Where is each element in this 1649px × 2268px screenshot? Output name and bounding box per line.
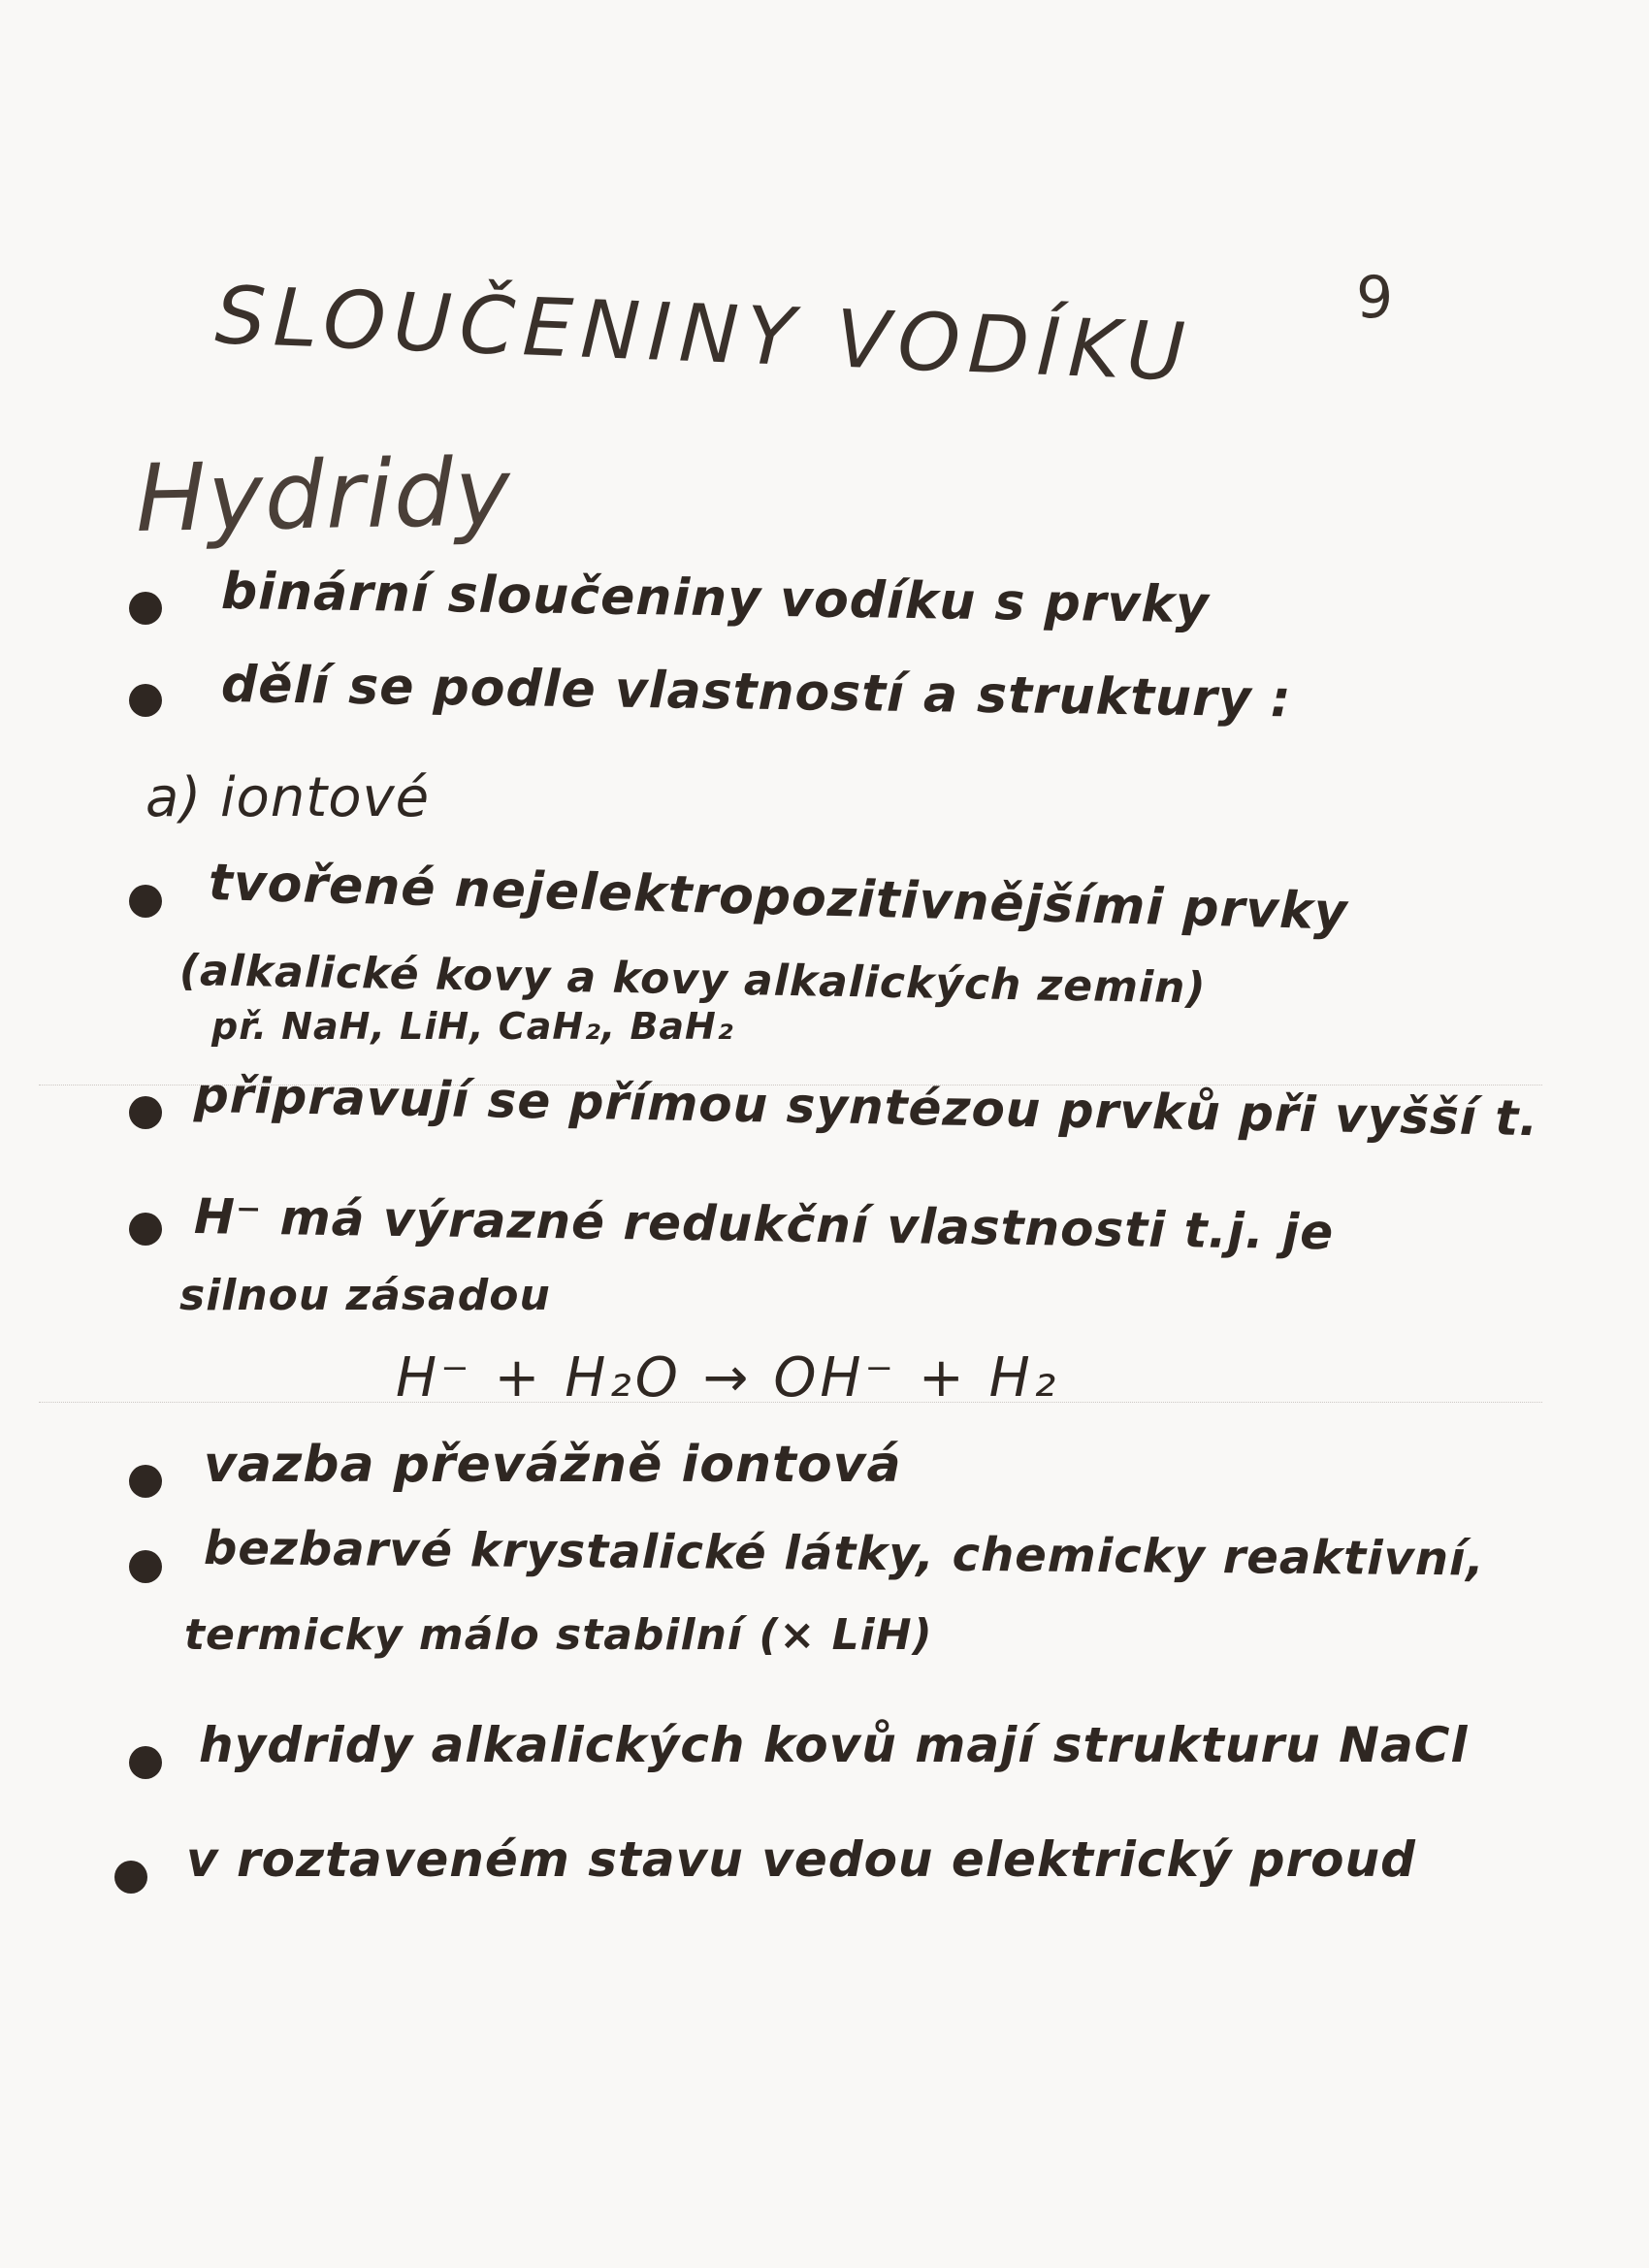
note-line: tvořené nejelektropozitivnějšími prvky [208,854,1349,942]
bullet-icon [129,592,162,625]
bullet-icon [114,1861,147,1894]
page-title: SLOUČENINY VODÍKU [213,270,1195,400]
note-line: dělí se podle vlastností a struktury : [220,656,1292,729]
bullet-icon [129,1213,162,1246]
page-number: 9 [1356,264,1395,332]
note-line: silnou zásadou [179,1271,551,1320]
note-line: binární sloučeniny vodíku s prvky [220,563,1211,635]
note-line: termicky málo stabilní (× LiH) [184,1610,933,1660]
note-line: připravují se přímou syntézou prvků při vyšší t. [193,1067,1539,1148]
note-line: (alkalické kovy a kovy alkalických zemin) [178,946,1207,1014]
bullet-icon [129,1550,162,1583]
bullet-icon [129,885,162,918]
note-line: vazba převážně iontová [204,1436,902,1494]
bullet-icon [129,684,162,717]
note-line: v roztaveném stavu vedou elektrický proud [186,1831,1416,1888]
bullet-icon [129,1465,162,1498]
note-line: př. NaH, LiH, CaH₂, BaH₂ [211,1005,734,1048]
section-heading: Hydridy [135,437,513,553]
subsection-label: a) iontové [146,766,431,829]
note-line: bezbarvé krystalické látky, chemicky reaktivní, [203,1521,1485,1587]
note-line: H⁻ má výrazné redukční vlastnosti t.j. je [193,1188,1335,1261]
bullet-icon [129,1096,162,1129]
note-line: hydridy alkalických kovů mají strukturu NaCl [199,1717,1469,1773]
bullet-icon [129,1746,162,1779]
equation: H⁻ + H₂O → OH⁻ + H₂ [396,1346,1060,1409]
